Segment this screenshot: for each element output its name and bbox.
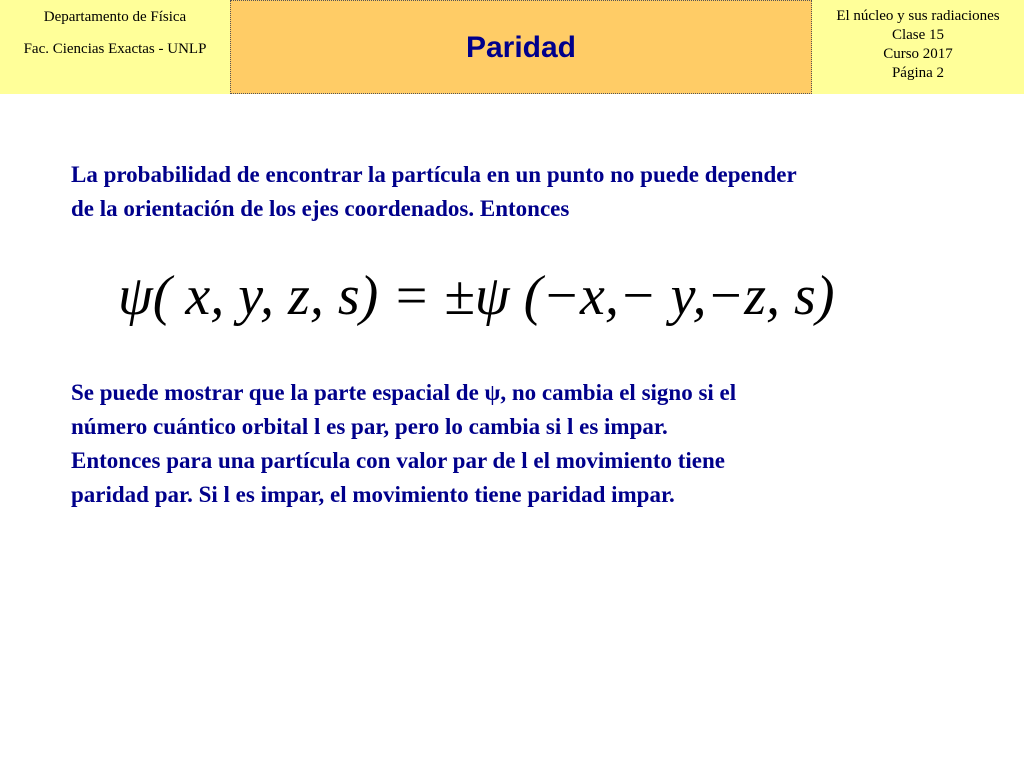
slide-title: Paridad xyxy=(465,31,577,64)
course-info-box xyxy=(812,0,1024,94)
paragraph-line: La probabilidad de encontrar la partícula en un punto no puede depender xyxy=(71,162,797,187)
paragraph-line: de la orientación de los ejes coordenados. Entonces xyxy=(71,196,570,221)
class-number: Clase 15 xyxy=(891,27,945,43)
department-name: Departamento de Física xyxy=(43,9,187,25)
title-box xyxy=(230,0,812,94)
paragraph-line: número cuántico orbital l es par, pero lo cambia si l es impar. xyxy=(71,414,668,439)
course-year: Curso 2017 xyxy=(883,46,953,62)
paragraph-intro xyxy=(71,158,991,226)
department-box xyxy=(0,0,230,94)
page-number: Página 2 xyxy=(891,65,945,81)
parity-equation: ψ( x, y, z, s) = ±ψ (−x,− y,−z, s) xyxy=(118,265,835,327)
paragraph-line: Entonces para una partícula con valor par de l el movimiento tiene xyxy=(71,448,725,473)
faculty-name: Fac. Ciencias Exactas - UNLP xyxy=(23,41,207,57)
course-name: El núcleo y sus radiaciones xyxy=(836,8,1000,24)
slide-header xyxy=(0,0,1024,94)
paragraph-explanation xyxy=(71,376,971,512)
paragraph-line: paridad par. Si l es impar, el movimiento tiene paridad impar. xyxy=(71,482,675,507)
paragraph-line: Se puede mostrar que la parte espacial de ψ, no cambia el signo si el xyxy=(71,380,737,405)
